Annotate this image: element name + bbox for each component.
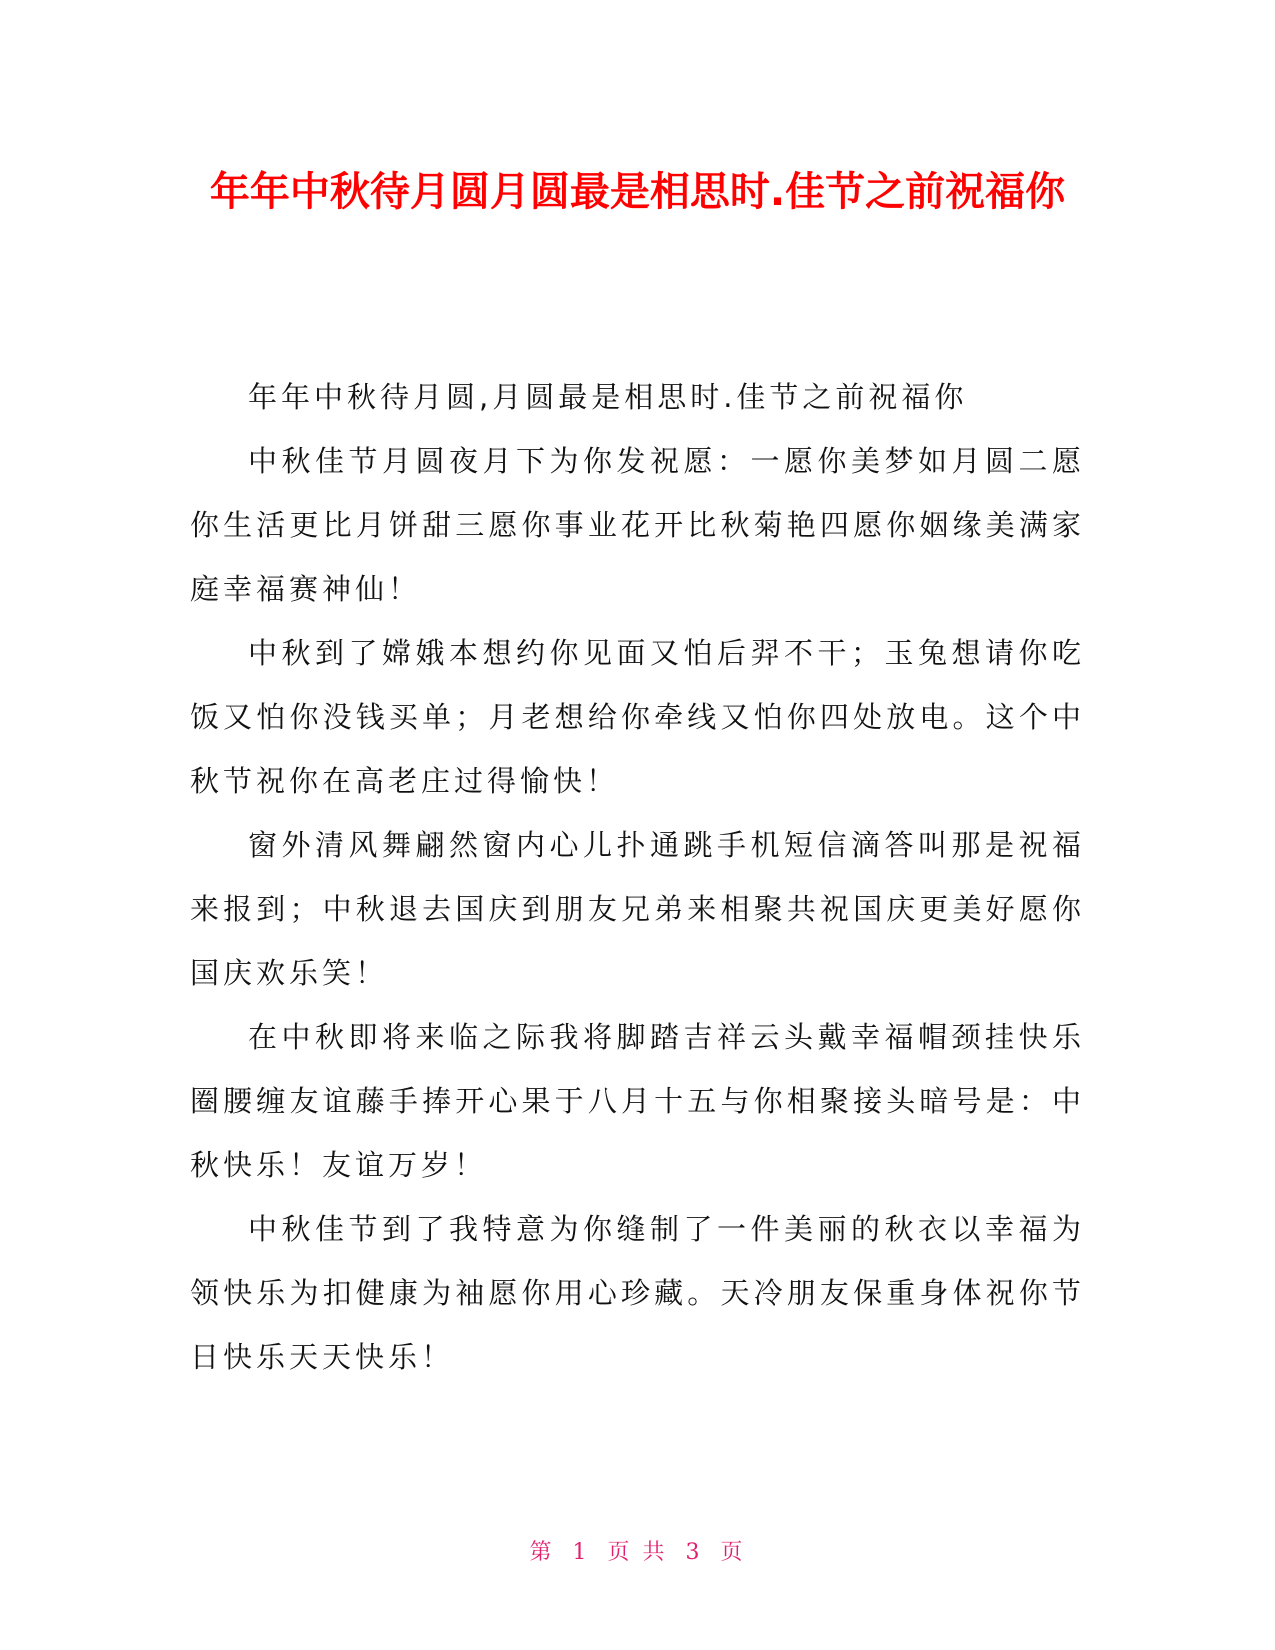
document-body [190,365,1085,1389]
footer-middle: 页 共 [607,1540,668,1565]
paragraph-2: 中秋佳节月圆夜月下为你发祝愿：一愿你美梦如月圆二愿你生活更比月饼甜三愿你事业花开比秋菊艳四愿你姻缘美满家庭幸福赛神仙！ [190,444,1085,606]
footer-suffix: 页 [720,1540,746,1565]
footer-total-pages: 3 [685,1540,703,1565]
paragraph-1: 年年中秋待月圆,月圆最是相思时.佳节之前祝福你 [248,380,968,414]
footer-current-page: 1 [572,1540,590,1565]
paragraph-5: 在中秋即将来临之际我将脚踏吉祥云头戴幸福帽颈挂快乐圈腰缠友谊藤手捧开心果于八月十五与你相聚接头暗号是：中秋快乐！友谊万岁！ [190,1020,1085,1182]
paragraph-3: 中秋到了嫦娥本想约你见面又怕后羿不干；玉兔想请你吃饭又怕你没钱买单；月老想给你牵线又怕你四处放电。这个中秋节祝你在高老庄过得愉快！ [190,636,1085,798]
document-title: 年年中秋待月圆月圆最是相思时.佳节之前祝福你 [209,169,1066,215]
paragraph-4: 窗外清风舞翩然窗内心儿扑通跳手机短信滴答叫那是祝福来报到；中秋退去国庆到朋友兄弟来相聚共祝国庆更美好愿你国庆欢乐笑！ [190,828,1085,990]
paragraph-6: 中秋佳节到了我特意为你缝制了一件美丽的秋衣以幸福为领快乐为扣健康为袖愿你用心珍藏。天冷朋友保重身体祝你节日快乐天天快乐！ [190,1212,1085,1374]
page-footer [0,1535,1275,1566]
footer-prefix: 第 [529,1540,555,1565]
